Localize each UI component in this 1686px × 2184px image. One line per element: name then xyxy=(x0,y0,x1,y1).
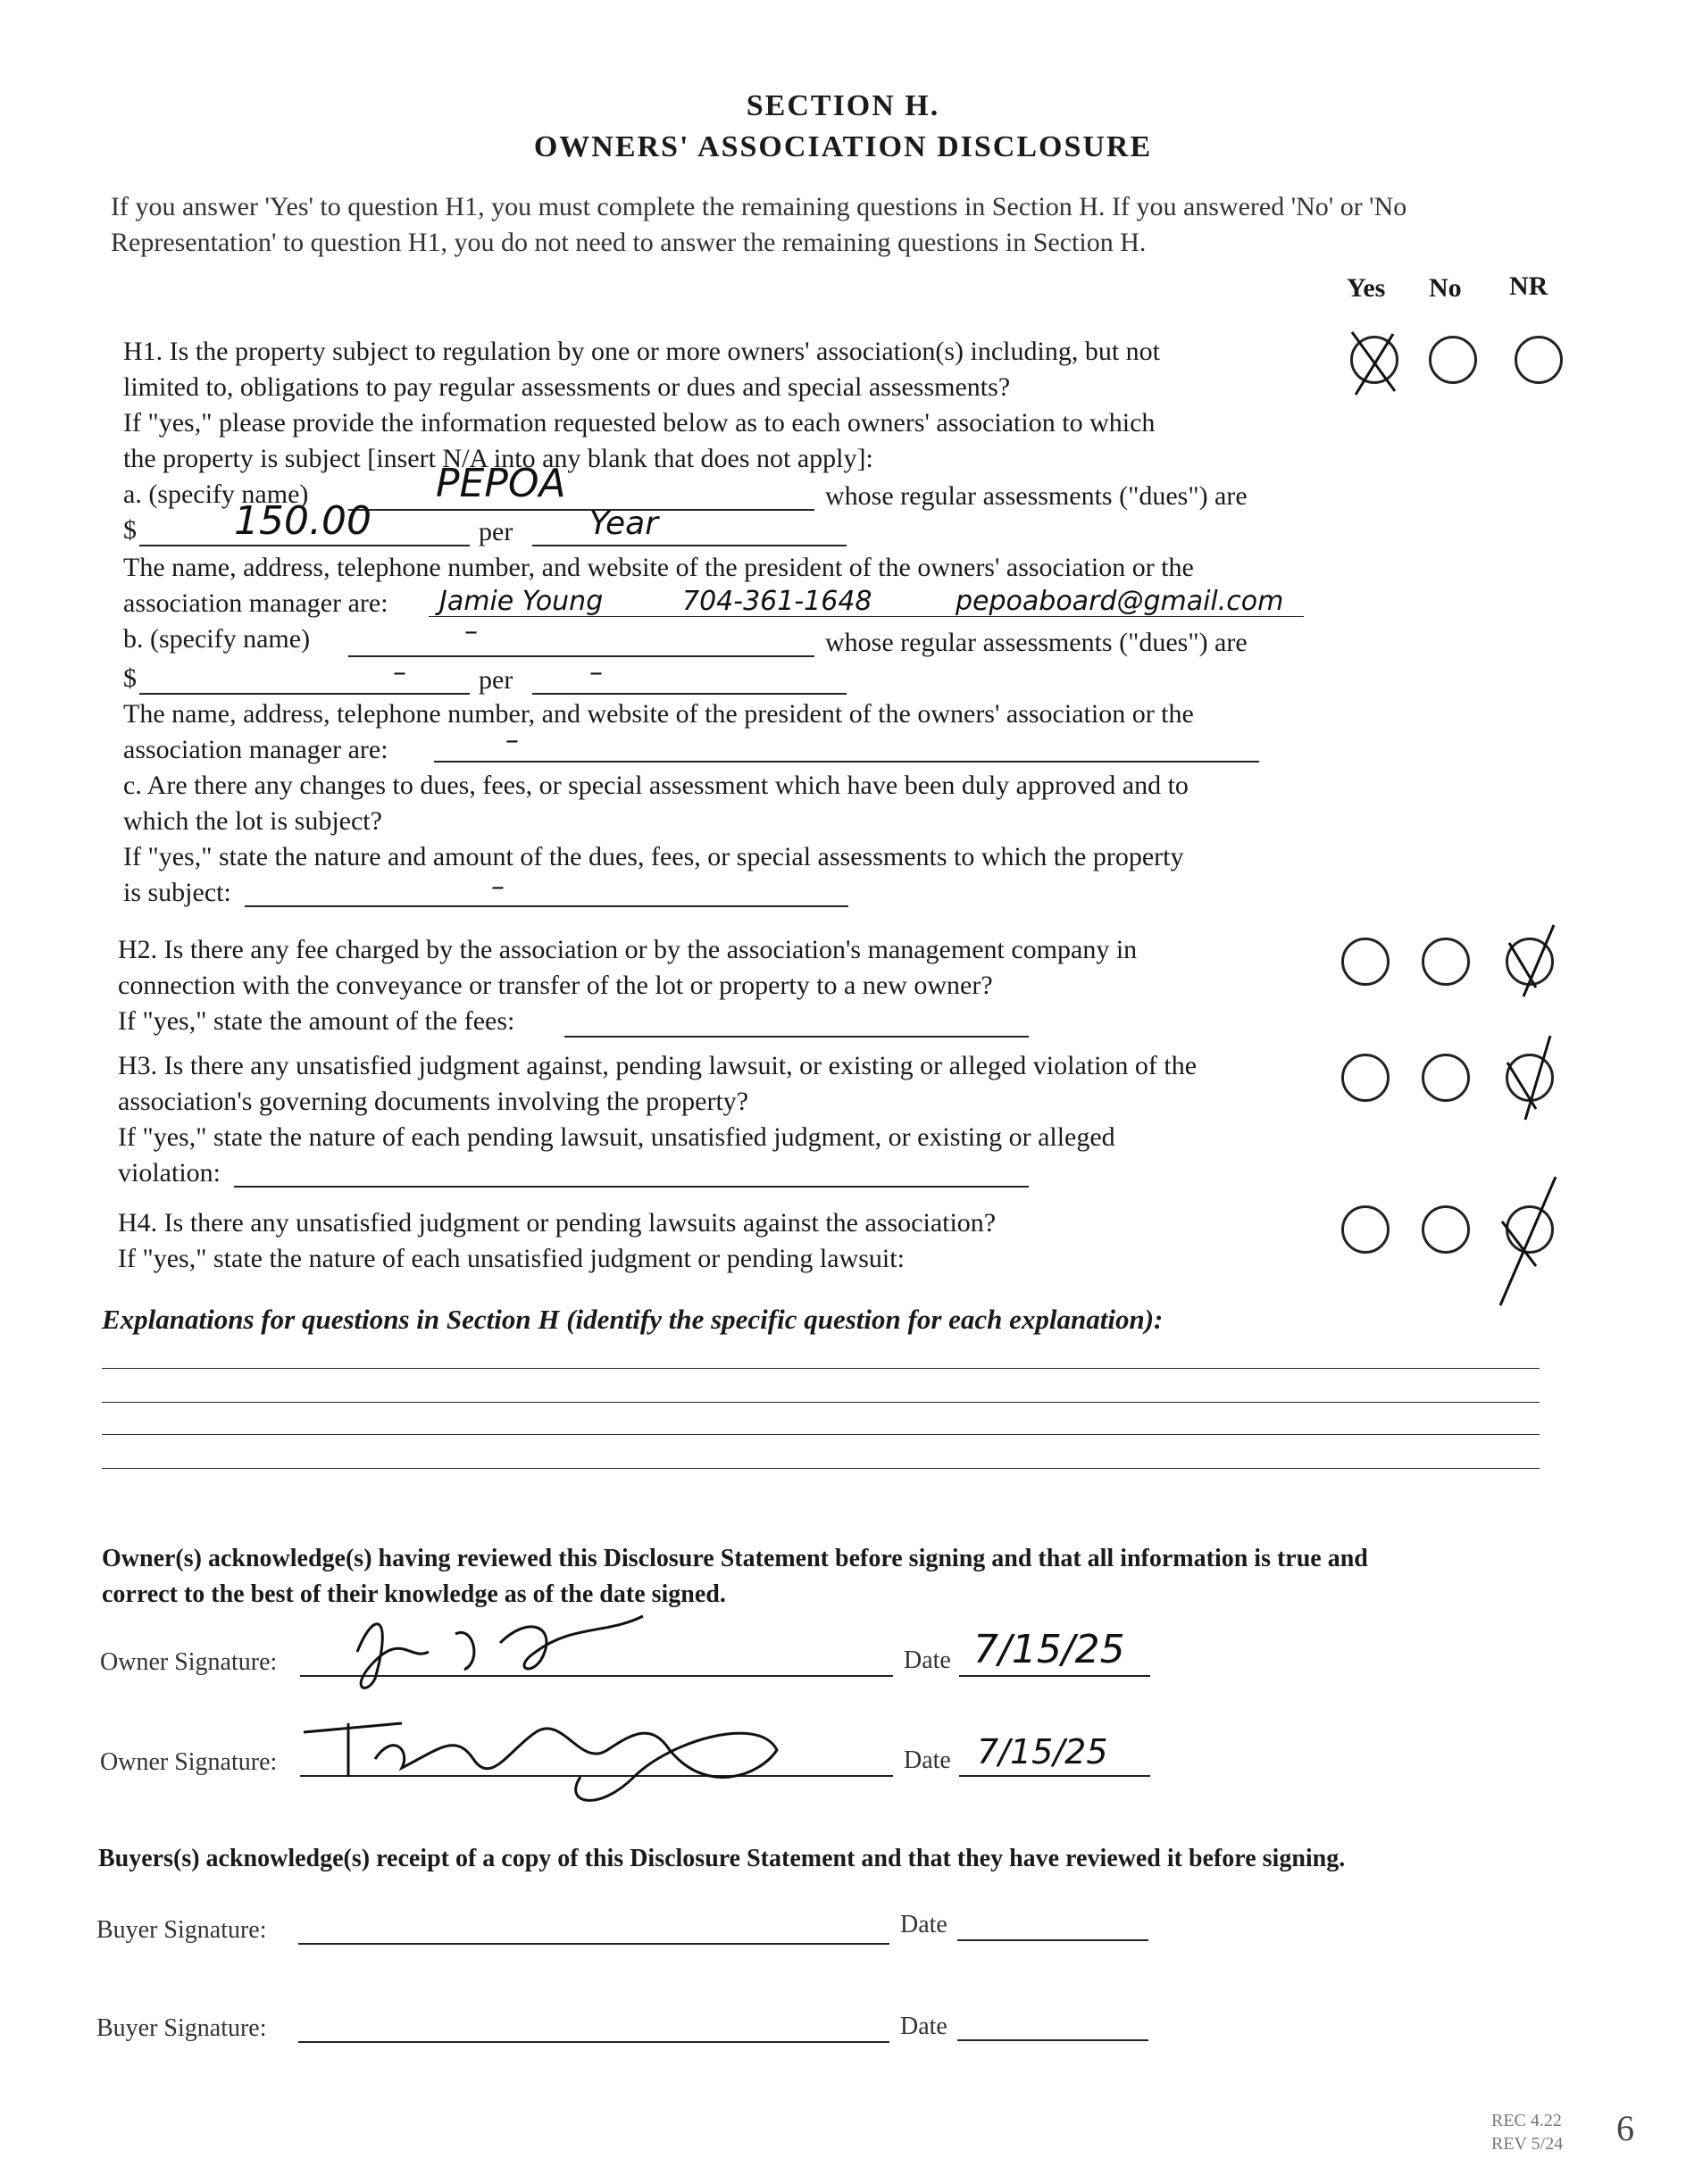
h3-no-option[interactable] xyxy=(1422,1054,1470,1102)
h1-b-amount-value: – xyxy=(393,657,406,688)
h1-line-4: the property is subject [insert N/A into any blank that does not apply]: xyxy=(123,444,873,473)
buyer-date-label-2: Date xyxy=(900,2013,947,2040)
h2-yes-option[interactable] xyxy=(1341,938,1390,986)
h3-yes-option[interactable] xyxy=(1341,1054,1390,1102)
h1-a-amount-value: 150.00 xyxy=(234,498,371,544)
h1-nr-option[interactable] xyxy=(1515,336,1563,384)
owner-date-label-1: Date xyxy=(904,1646,951,1674)
buyer-ack-line: Buyers(s) acknowledge(s) receipt of a copy of this Disclosure Statement and that they have reviewed it before signing. xyxy=(98,1845,1346,1872)
h3-line-4: violation: xyxy=(118,1158,221,1188)
h1-a-dollar: $ xyxy=(123,515,137,545)
h1-b-name-value: – xyxy=(464,616,478,647)
h4-nr-check-mark xyxy=(1482,1168,1572,1311)
owner-date-line-1[interactable] xyxy=(959,1675,1150,1677)
h1-line-3: If "yes," please provide the information requested below as to each owners' association to which xyxy=(123,408,1156,438)
h1-b-period-value: – xyxy=(589,657,603,688)
h1-line-2: limited to, obligations to pay regular assessments or dues and special assessments? xyxy=(123,372,1011,402)
intro-line-2: Representation' to question H1, you do not need to answer the remaining questions in Section H. xyxy=(111,228,1147,257)
buyer-date-label-1: Date xyxy=(900,1911,947,1938)
owner-signature-2-image xyxy=(295,1696,795,1830)
form-code: REC 4.22 xyxy=(1491,2111,1562,2130)
h4-yes-option[interactable] xyxy=(1341,1205,1390,1254)
h3-line-3: If "yes," state the nature of each pending lawsuit, unsatisfied judgment, or existing or alleged xyxy=(118,1122,1115,1152)
owner-date-line-2[interactable] xyxy=(959,1775,1150,1777)
h1-a-name-line[interactable] xyxy=(348,509,814,511)
h1-a-pres-line-1: The name, address, telephone number, and website of the president of the owners' association or the xyxy=(123,553,1194,582)
owner-ack-line-2: correct to the best of their knowledge as of the date signed. xyxy=(102,1580,726,1608)
h1-line-1: H1. Is the property subject to regulation by one or more owners' association(s) including, but not xyxy=(123,337,1160,366)
h2-fees-line[interactable] xyxy=(564,1036,1029,1038)
h1-c-line-3: If "yes," state the nature and amount of the dues, fees, or special assessments to which the property xyxy=(123,842,1184,871)
h1-no-option[interactable] xyxy=(1429,336,1477,384)
h1-a-contact-line[interactable] xyxy=(429,616,1304,617)
owner-date-label-2: Date xyxy=(904,1746,951,1774)
h3-line-2: association's governing documents involving the property? xyxy=(118,1087,749,1116)
h2-no-option[interactable] xyxy=(1422,938,1470,986)
h1-b-pres-line-2: association manager are: xyxy=(123,735,388,764)
h1-a-period-value: Year xyxy=(589,505,659,542)
buyer-signature-line-1[interactable] xyxy=(298,1943,889,1945)
buyer-date-line-2[interactable] xyxy=(957,2039,1148,2041)
page-title: OWNERS' ASSOCIATION DISCLOSURE xyxy=(533,130,1153,163)
column-nr: NR xyxy=(1509,271,1548,301)
h1-c-line[interactable] xyxy=(245,905,848,907)
h1-b-whose: whose regular assessments ("dues") are xyxy=(825,628,1248,657)
h1-a-contact-email: pepoaboard@gmail.com xyxy=(956,586,1284,617)
h1-b-period-line[interactable] xyxy=(532,693,847,695)
h1-a-period-line[interactable] xyxy=(532,545,847,546)
h1-a-contact-phone: 704-361-1648 xyxy=(682,586,872,617)
h3-violation-line[interactable] xyxy=(234,1186,1029,1188)
intro-line-1: If you answer 'Yes' to question H1, you must complete the remaining questions in Section H. If you answered 'No' or 'No xyxy=(111,192,1407,221)
h1-a-pres-line-2: association manager are: xyxy=(123,588,388,618)
explanation-line-1[interactable] xyxy=(102,1368,1540,1369)
owner-date-value-2: 7/15/25 xyxy=(977,1732,1108,1771)
column-no: No xyxy=(1429,273,1462,303)
h1-b-name-line[interactable] xyxy=(348,655,814,657)
h2-line-2: connection with the conveyance or transfer of the lot or property to a new owner? xyxy=(118,971,993,1000)
owner-ack-line-1: Owner(s) acknowledge(s) having reviewed this Disclosure Statement before signing and that all information is true and xyxy=(102,1545,1368,1572)
h1-c-line-1: c. Are there any changes to dues, fees, or special assessment which have been duly approved and to xyxy=(123,771,1189,800)
owner-date-value-1: 7/15/25 xyxy=(973,1627,1125,1672)
owner-signature-label-1: Owner Signature: xyxy=(100,1648,278,1676)
revision-code: REV 5/24 xyxy=(1491,2134,1564,2154)
h1-a-label: a. (specify name) xyxy=(123,479,309,509)
h1-a-amount-line[interactable] xyxy=(139,545,470,546)
h1-b-label: b. (specify name) xyxy=(123,624,311,654)
buyer-signature-label-1: Buyer Signature: xyxy=(96,1916,267,1944)
h1-yes-check-mark xyxy=(1340,321,1411,402)
h1-b-per: per xyxy=(479,665,513,695)
h1-a-per: per xyxy=(479,517,513,546)
h1-a-contact-name: Jamie Young xyxy=(439,586,604,617)
h1-b-contact-line[interactable] xyxy=(434,761,1259,763)
h2-line-1: H2. Is there any fee charged by the association or by the association's management company in xyxy=(118,935,1138,964)
h1-c-line-2: which the lot is subject? xyxy=(123,806,382,836)
buyer-date-line-1[interactable] xyxy=(957,1939,1148,1941)
h1-b-amount-line[interactable] xyxy=(139,693,470,695)
buyer-signature-line-2[interactable] xyxy=(298,2041,889,2043)
explanation-line-4[interactable] xyxy=(102,1468,1540,1469)
h1-b-pres-line-1: The name, address, telephone number, and website of the president of the owners' association or the xyxy=(123,699,1194,729)
explanation-line-3[interactable] xyxy=(102,1434,1540,1435)
column-yes: Yes xyxy=(1347,273,1386,303)
h1-a-name-value: PEPOA xyxy=(436,461,566,506)
explanation-line-2[interactable] xyxy=(102,1402,1540,1403)
h3-nr-check-mark xyxy=(1490,1027,1570,1125)
h4-line-1: H4. Is there any unsatisfied judgment or pending lawsuits against the association? xyxy=(118,1208,997,1238)
owner-signature-label-2: Owner Signature: xyxy=(100,1748,278,1776)
h2-nr-check-mark xyxy=(1491,916,1572,1005)
h2-line-3: If "yes," state the amount of the fees: xyxy=(118,1006,515,1036)
h1-b-dollar: $ xyxy=(123,663,137,693)
h1-c-line-4: is subject: xyxy=(123,878,231,907)
h4-line-2: If "yes," state the nature of each unsatisfied judgment or pending lawsuit: xyxy=(118,1244,905,1273)
h3-line-1: H3. Is there any unsatisfied judgment against, pending lawsuit, or existing or alleged violation of the xyxy=(118,1051,1198,1080)
h1-c-value: – xyxy=(491,871,505,903)
h1-b-contact-value: – xyxy=(505,725,519,756)
section-heading: SECTION H. xyxy=(746,89,940,122)
page-number: 6 xyxy=(1616,2108,1634,2148)
h4-no-option[interactable] xyxy=(1422,1205,1470,1254)
owner-signature-1-image xyxy=(321,1598,714,1705)
explanations-heading: Explanations for questions in Section H (identify the specific question for each explanation): xyxy=(102,1304,1164,1335)
h1-a-whose: whose regular assessments ("dues") are xyxy=(825,481,1248,511)
buyer-signature-label-2: Buyer Signature: xyxy=(96,2014,267,2042)
